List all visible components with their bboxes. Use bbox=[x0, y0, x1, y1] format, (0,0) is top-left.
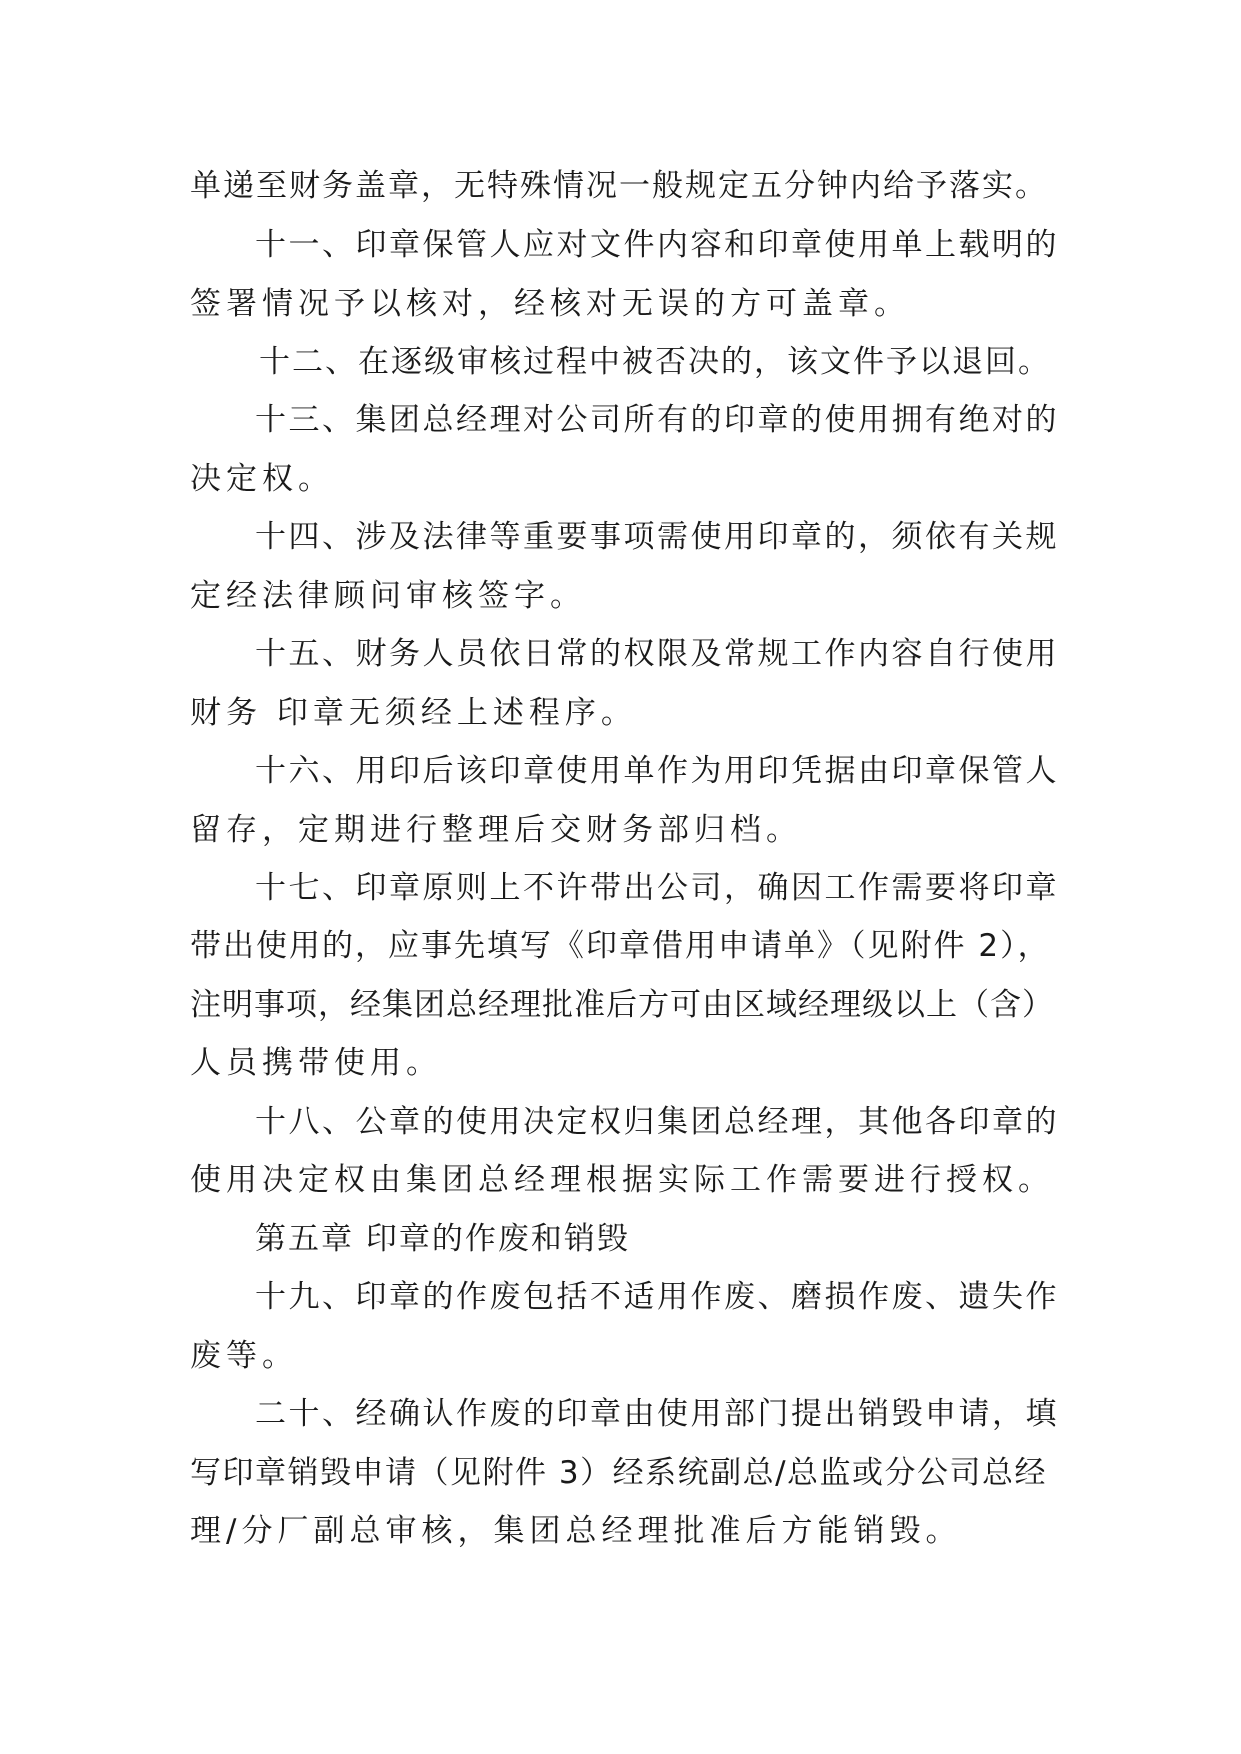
text-line: 十六、用印后该印章使用单作为用印凭据由印章保管人 bbox=[255, 753, 1059, 789]
text-line: 十五、财务人员依日常的权限及常规工作内容自行使用 bbox=[255, 636, 1059, 672]
text-line: 人员携带使用。 bbox=[190, 1045, 442, 1081]
text-line: 带出使用的，应事先填写《印章借用申请单》（见附件 2）， bbox=[190, 928, 1051, 964]
text-line: 十一、印章保管人应对文件内容和印章使用单上载明的 bbox=[255, 227, 1059, 263]
text-line: 十三、集团总经理对公司所有的印章的使用拥有绝对的 bbox=[255, 402, 1059, 438]
text-line: 十四、涉及法律等重要事项需使用印章的，须依有关规 bbox=[255, 519, 1059, 555]
text-line: 二十、经确认作废的印章由使用部门提出销毁申请，填 bbox=[255, 1396, 1059, 1432]
text-line: 使用决定权由集团总经理根据实际工作需要进行授权。 bbox=[190, 1162, 1054, 1198]
text-line: 废等。 bbox=[190, 1338, 298, 1374]
chapter-heading: 第五章 印章的作废和销毁 bbox=[255, 1221, 630, 1257]
text-line: 决定权。 bbox=[190, 461, 334, 497]
text-line: 注明事项，经集团总经理批准后方可由区域经理级以上（含） bbox=[190, 987, 1054, 1023]
text-line: 财务 印章无须经上述程序。 bbox=[190, 695, 637, 731]
text-line: 签署情况予以核对，经核对无误的方可盖章。 bbox=[190, 286, 910, 322]
text-line: 定经法律顾问审核签字。 bbox=[190, 578, 586, 614]
text-line: 十八、公章的使用决定权归集团总经理，其他各印章的 bbox=[255, 1104, 1059, 1140]
text-line: 十二、在逐级审核过程中被否决的，该文件予以退回。 bbox=[259, 344, 1051, 380]
text-line: 写印章销毁申请（见附件 3）经系统副总/总监或分公司总经 bbox=[190, 1455, 1048, 1491]
text-line: 理/分厂副总审核，集团总经理批准后方能销毁。 bbox=[190, 1513, 962, 1549]
text-line: 留存，定期进行整理后交财务部归档。 bbox=[190, 812, 802, 848]
text-line: 十七、印章原则上不许带出公司，确因工作需要将印章 bbox=[255, 870, 1059, 906]
text-line: 十九、印章的作废包括不适用作废、磨损作废、遗失作 bbox=[255, 1279, 1059, 1315]
text-line: 单递至财务盖章，无特殊情况一般规定五分钟内给予落实。 bbox=[190, 168, 1048, 204]
